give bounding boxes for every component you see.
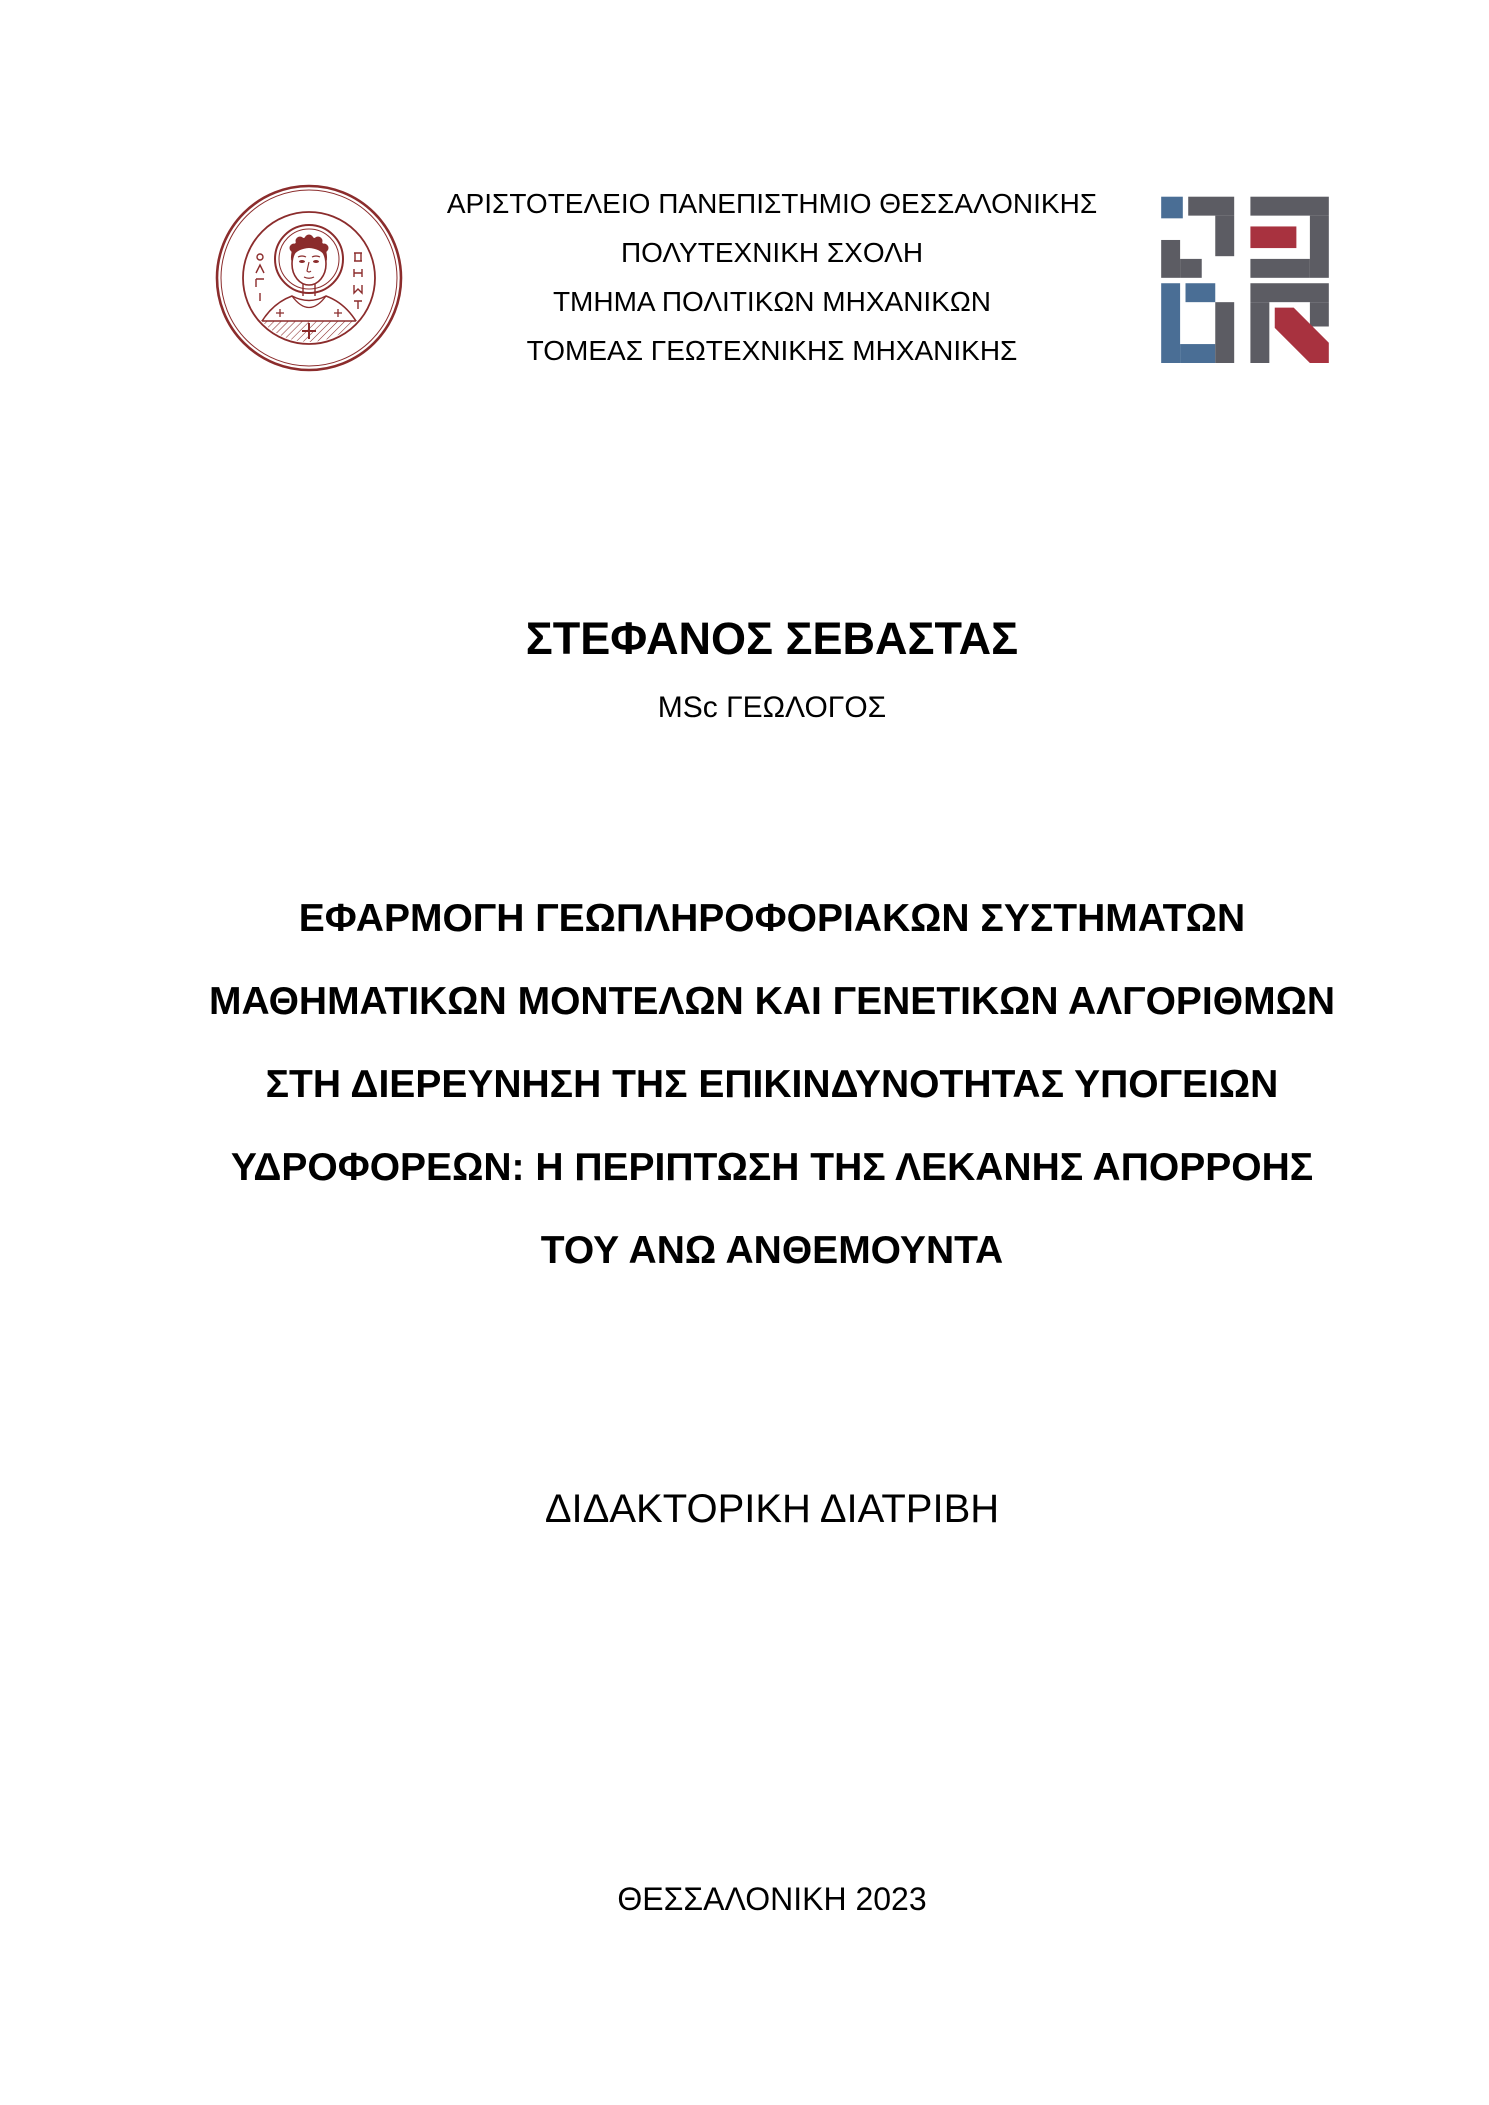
- title-line: ΜΑΘΗΜΑΤΙΚΩΝ ΜΟΝΤΕΛΩΝ ΚΑΙ ΓΕΝΕΤΙΚΩΝ ΑΛΓΟΡΙΘΜΩΝ: [208, 980, 1336, 1023]
- institution-header: [412, 179, 1132, 375]
- document-type: ΔΙΔΑΚΤΟΡΙΚΗ ΔΙΑΤΡΙΒΗ: [544, 1487, 1000, 1531]
- author-degree: MSc ΓΕΩΛΟΓΟΣ: [657, 691, 887, 724]
- thesis-title: [55, 877, 1489, 1292]
- title-line: ΤΟΥ ΑΝΩ ΑΝΘΕΜΟΥΝΤΑ: [540, 1229, 1004, 1272]
- title-line: ΕΦΑΡΜΟΓΗ ΓΕΩΠΛΗΡΟΦΟΡΙΑΚΩΝ ΣΥΣΤΗΜΑΤΩΝ: [298, 897, 1246, 940]
- saint-garment: [240, 296, 380, 355]
- sector-name: ΤΟΜΕΑΣ ΓΕΩΤΕΧΝΙΚΗΣ ΜΗΧΑΝΙΚΗΣ: [526, 335, 1018, 366]
- title-line: ΥΔΡΟΦΟΡΕΩΝ: Η ΠΕΡΙΠΤΩΣΗ ΤΗΣ ΛΕΚΑΝΗΣ ΑΠΟΡΡΟΗΣ: [230, 1146, 1314, 1189]
- university-name: ΑΡΙΣΤΟΤΕΛΕΙΟ ΠΑΝΕΠΙΣΤΗΜΙΟ ΘΕΣΣΑΛΟΝΙΚΗΣ: [446, 188, 1098, 219]
- logo-top-right: [1250, 197, 1328, 278]
- sector-logo: [1161, 194, 1329, 363]
- university-seal-logo: [214, 183, 404, 373]
- title-line: ΣΤΗ ΔΙΕΡΕΥΝΗΣΗ ΤΗΣ ΕΠΙΚΙΝΔΥΝΟΤΗΤΑΣ ΥΠΟΓΕΙΩΝ: [265, 1063, 1279, 1106]
- place-and-year: ΘΕΣΣΑΛΟΝΙΚΗ 2023: [617, 1881, 927, 1917]
- logo-top-left: [1161, 197, 1234, 278]
- logo-bottom-left: [1161, 283, 1234, 363]
- author-name: ΣΤΕΦΑΝΟΣ ΣΕΒΑΣΤΑΣ: [525, 613, 1019, 664]
- logo-bottom-right: [1250, 283, 1328, 363]
- school-name: ΠΟΛΥΤΕΧΝΙΚΗ ΣΧΟΛΗ: [620, 237, 924, 268]
- department-name: ΤΜΗΜΑ ΠΟΛΙΤΙΚΩΝ ΜΗΧΑΝΙΚΩΝ: [552, 286, 992, 317]
